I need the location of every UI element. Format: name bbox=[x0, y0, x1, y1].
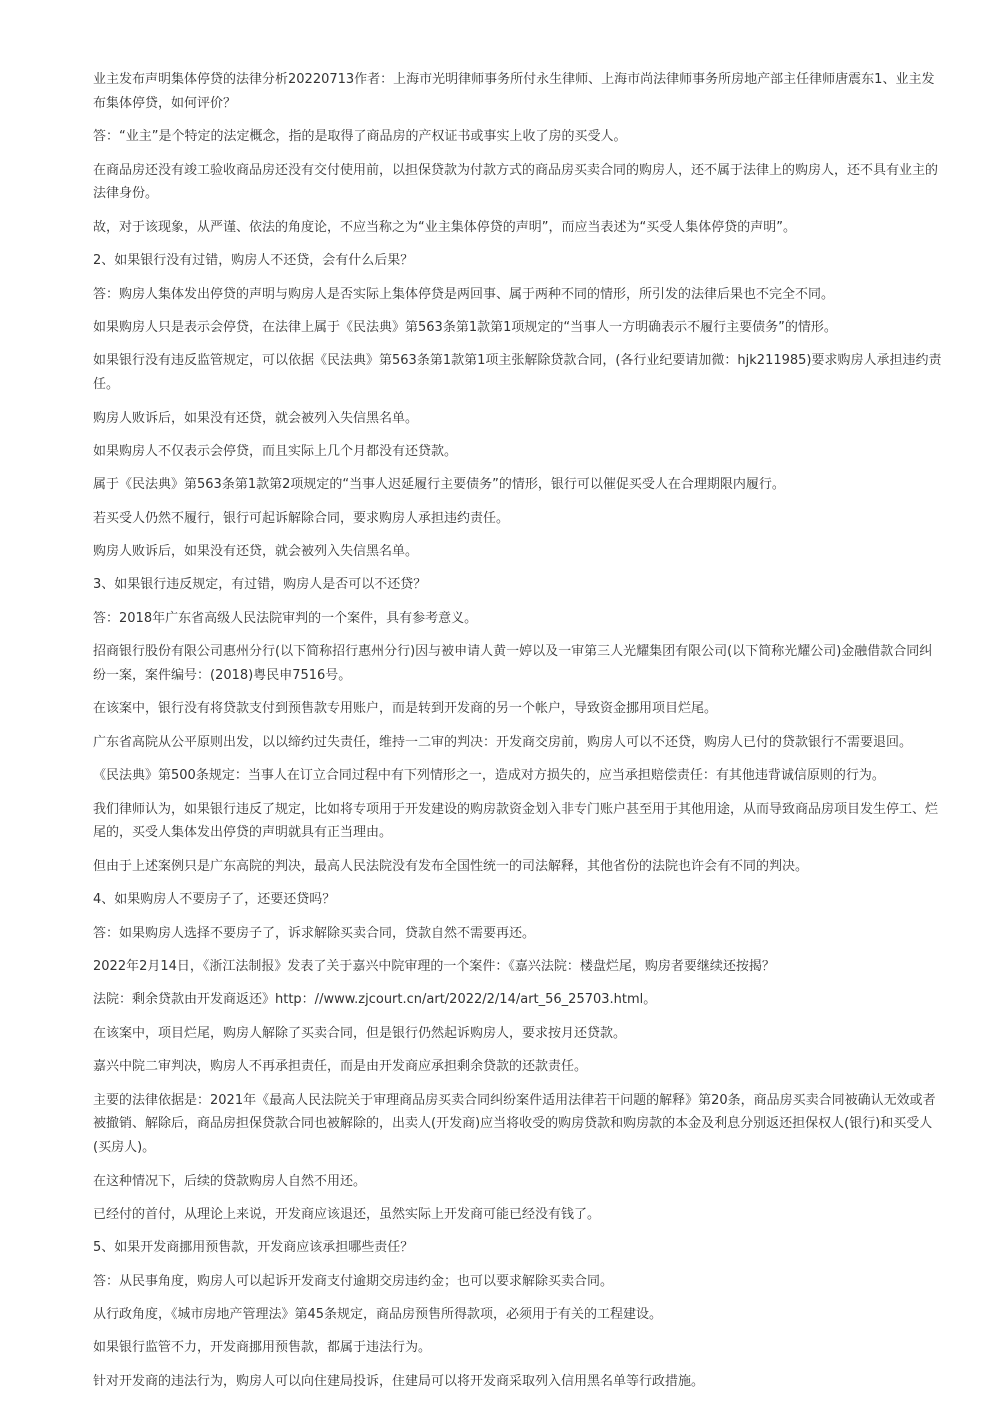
paragraph: 购房人败诉后，如果没有还贷，就会被列入失信黑名单。 bbox=[93, 544, 419, 560]
paragraph: 如果购房人只是表示会停贷，在法律上属于《民法典》第563条第1款第1项规定的“当事人一方明确表示不履行主要债务”的情形。 bbox=[93, 319, 837, 335]
paragraph: 答：购房人集体发出停贷的声明与购房人是否实际上集体停贷是两回事、属于两种不同的情形，所引发的法律后果也不完全不同。 bbox=[93, 286, 835, 302]
paragraph: 主要的法律依据是：2021年《最高人民法院关于审理商品房买卖合同纠纷案件适用法律若干问题的解释》第20条，商品房买卖合同被确认无效或者被撤销、解除后，商品房担保贷款合同也被解除的，出卖人(开发商)应当将收受的购房贷款和购房款的本金及利息分别返还担保权人(银行)和买受人(买房人)。 bbox=[93, 1092, 936, 1156]
paragraph: 广东省高院从公平原则出发，以以缔约过失责任，维持一二审的判决：开发商交房前，购房人可以不还贷，购房人已付的贷款银行不需要退回。 bbox=[93, 734, 913, 750]
paragraph: 答：如果购房人选择不要房子了，诉求解除买卖合同，贷款自然不需要再还。 bbox=[93, 925, 536, 941]
paragraph: 在该案中，银行没有将贷款支付到预售款专用账户，而是转到开发商的另一个帐户，导致资金挪用项目烂尾。 bbox=[93, 701, 718, 717]
section-heading: 3、如果银行违反规定，有过错，购房人是否可以不还贷？ bbox=[93, 577, 427, 593]
paragraph: 招商银行股份有限公司惠州分行(以下简称招行惠州分行)因与被申请人黄一婷以及一审第三人光耀集团有限公司(以下简称光耀公司)金融借款合同纠纷一案，案件编号：(2018)粤民申7516号。 bbox=[93, 644, 933, 684]
paragraph: 法院：剩余贷款由开发商返还》http：//www.zjcourt.cn/art/2022/2/14/art_56_25703.html。 bbox=[93, 992, 657, 1008]
paragraph: 故，对于该现象，从严谨、依法的角度论，不应当称之为“业主集体停贷的声明”，而应当表述为“买受人集体停贷的声明”。 bbox=[93, 219, 796, 235]
paragraph: 答：“业主”是个特定的法定概念，指的是取得了商品房的产权证书或事实上收了房的买受人。 bbox=[93, 129, 627, 145]
paragraph: 在这种情况下，后续的贷款购房人自然不用还。 bbox=[93, 1173, 367, 1189]
paragraph: 如果银行监管不力，开发商挪用预售款，都属于违法行为。 bbox=[93, 1340, 432, 1356]
paragraph: 已经付的首付，从理论上来说，开发商应该退还，虽然实际上开发商可能已经没有钱了。 bbox=[93, 1206, 601, 1222]
paragraph: 若买受人仍然不履行，银行可起诉解除合同，要求购房人承担违约责任。 bbox=[93, 510, 510, 526]
paragraph: 答：从民事角度，购房人可以起诉开发商支付逾期交房违约金；也可以要求解除买卖合同。 bbox=[93, 1273, 614, 1289]
paragraph: 如果银行没有违反监管规定，可以依据《民法典》第563条第1款第1项主张解除贷款合同，(各行业纪要请加微：hjk211985)要求购房人承担违约责任。 bbox=[93, 353, 942, 393]
paragraph: 《民法典》第500条规定：当事人在订立合同过程中有下列情形之一，造成对方损失的，应当承担赔偿责任：有其他违背诚信原则的行为。 bbox=[93, 768, 885, 784]
paragraph: 在该案中，项目烂尾，购房人解除了买卖合同，但是银行仍然起诉购房人，要求按月还贷款。 bbox=[93, 1025, 627, 1041]
paragraph-title: 业主发布声明集体停贷的法律分析20220713作者：上海市光明律师事务所付永生律师、上海市尚法律师事务所房地产部主任律师唐震东1、业主发布集体停贷，如何评价？ bbox=[93, 72, 935, 111]
paragraph: 2022年2月14日，《浙江法制报》发表了关于嘉兴中院审理的一个案件：《嘉兴法院：楼盘烂尾，购房者要继续还按揭？ bbox=[93, 958, 775, 974]
paragraph: 在商品房还没有竣工验收商品房还没有交付使用前，以担保贷款为付款方式的商品房买卖合同的购房人，还不属于法律上的购房人，还不具有业主的法律身份。 bbox=[93, 162, 939, 202]
section-heading: 4、如果购房人不要房子了，还要还贷吗？ bbox=[93, 892, 336, 908]
paragraph: 嘉兴中院二审判决，购房人不再承担责任，而是由开发商应承担剩余贷款的还款责任。 bbox=[93, 1059, 588, 1075]
section-heading: 5、如果开发商挪用预售款，开发商应该承担哪些责任？ bbox=[93, 1240, 414, 1256]
paragraph: 针对开发商的违法行为，购房人可以向住建局投诉，住建局可以将开发商采取列入信用黑名单等行政措施。 bbox=[93, 1373, 705, 1389]
paragraph: 购房人败诉后，如果没有还贷，就会被列入失信黑名单。 bbox=[93, 410, 419, 426]
paragraph: 属于《民法典》第563条第1款第2项规定的“当事人迟延履行主要债务”的情形，银行可以催促买受人在合理期限内履行。 bbox=[93, 477, 785, 493]
paragraph: 但由于上述案例只是广东高院的判决，最高人民法院没有发布全国性统一的司法解释，其他省份的法院也许会有不同的判决。 bbox=[93, 858, 809, 874]
document-body bbox=[93, 68, 945, 1403]
paragraph: 我们律师认为，如果银行违反了规定，比如将专项用于开发建设的购房款资金划入非专门账户甚至用于其他用途，从而导致商品房项目发生停工、烂尾的，买受人集体发出停贷的声明就具有正当理由。 bbox=[93, 801, 939, 841]
section-heading: 2、如果银行没有过错，购房人不还贷，会有什么后果？ bbox=[93, 253, 414, 269]
paragraph: 从行政角度，《城市房地产管理法》第45条规定，商品房预售所得款项，必须用于有关的工程建设。 bbox=[93, 1307, 663, 1323]
paragraph: 如果购房人不仅表示会停贷，而且实际上几个月都没有还贷款。 bbox=[93, 443, 458, 459]
paragraph: 答：2018年广东省高级人民法院审判的一个案件，具有参考意义。 bbox=[93, 610, 478, 626]
